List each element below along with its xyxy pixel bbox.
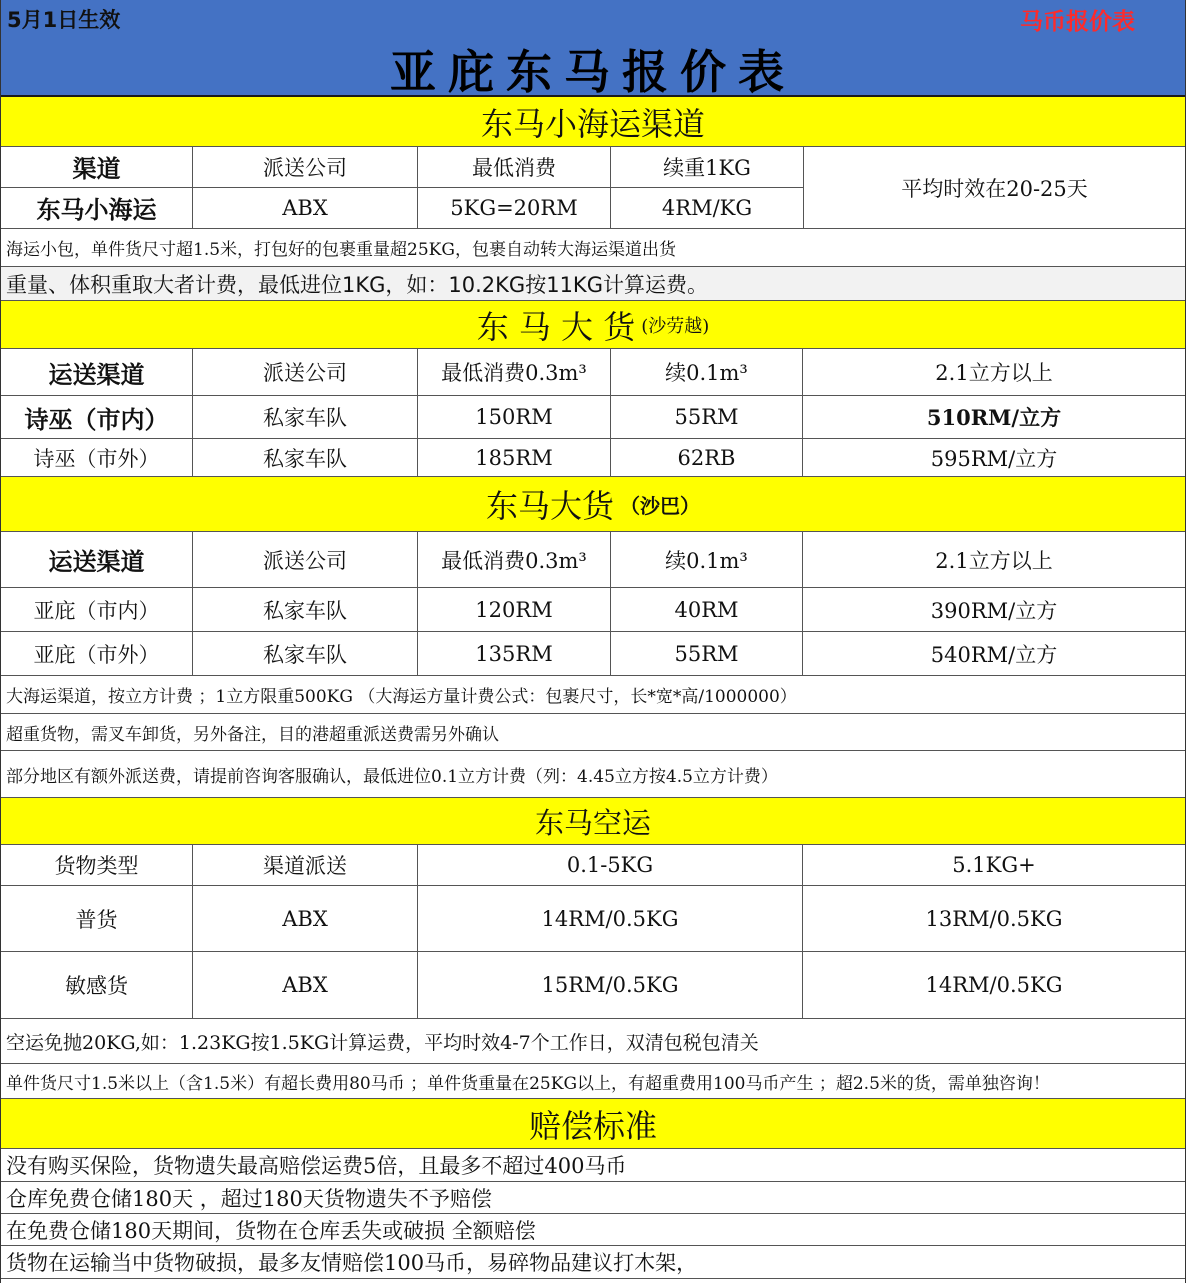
note-row: 部分地区有额外派送费，请提前咨询客服确认，最低进位0.1立方计费（列：4.45立方按4.5立方计费） — [1, 751, 1185, 798]
table-cell: 510RM/立方 — [926, 405, 1062, 430]
header-cell: 派送公司 — [193, 532, 418, 587]
section-subtitle: （沙巴） — [620, 493, 700, 518]
header-cell: 最低消费0.3m³ — [418, 532, 611, 587]
table-cell: 15RM/0.5KG — [418, 952, 803, 1018]
table-cell: 185RM — [418, 439, 611, 476]
table-cell: 普货 — [1, 886, 193, 951]
currency-tag: 马币报价表 — [1020, 9, 1135, 35]
header-cell: 续0.1m³ — [611, 532, 803, 587]
section-compensation-title — [1, 1099, 1185, 1149]
list-item: 没有购买保险，货物遗失最高赔偿运费5倍，且最多不超过400马币 — [1, 1149, 1185, 1182]
table-cell: ABX — [193, 952, 418, 1018]
small-sea-header-row — [1, 147, 803, 188]
table-cell: ABX — [193, 188, 418, 229]
header-cell: 0.1-5KG — [418, 845, 803, 885]
table-row — [1, 396, 1185, 439]
table-cell: 150RM — [418, 396, 611, 438]
table-cell: 亚庇（市内） — [1, 588, 193, 631]
table-cell: 13RM/0.5KG — [925, 906, 1063, 931]
header-cell: 最低消费 — [418, 147, 611, 187]
section-title: 东马大货 — [485, 487, 614, 525]
header-cell: 货物类型 — [1, 845, 193, 885]
table-cell: 私家车队 — [193, 439, 418, 476]
table-row — [1, 439, 1185, 477]
table-cell: 120RM — [418, 588, 611, 631]
table-cell: 诗巫（市外） — [1, 439, 193, 476]
table-cell: 14RM/0.5KG — [418, 886, 803, 951]
header-cell: 续0.1m³ — [611, 349, 803, 395]
header-cell: 最低消费0.3m³ — [418, 349, 611, 395]
header-cell: 2.1立方以上 — [935, 361, 1053, 385]
table-cell: ABX — [193, 886, 418, 951]
table-cell: 诗巫（市内） — [1, 396, 193, 438]
note-row: 大海运渠道，按立方计费 ；1立方限重500KG （大海运方量计费公式：包裹尺寸，长*宽*高/1000000） — [1, 676, 1185, 714]
small-sea-grid — [1, 147, 803, 228]
small-sea-data-row — [1, 188, 803, 229]
note-row: 超重货物，需叉车卸货，另外备注，目的港超重派送费需另外确认 — [1, 714, 1185, 751]
header-cell: 运送渠道 — [1, 532, 193, 587]
sheet-header — [1, 0, 1185, 97]
section-title: 东马小海运渠道 — [480, 104, 705, 143]
table-cell: 私家车队 — [193, 396, 418, 438]
header-cell: 5.1KG+ — [952, 853, 1036, 877]
header-cell: 渠道派送 — [193, 845, 418, 885]
table-cell: 595RM/立方 — [930, 446, 1058, 471]
section-subtitle: (沙劳越) — [641, 315, 710, 337]
table-cell: 4RM/KG — [661, 195, 753, 220]
header-cell: 派送公司 — [193, 349, 418, 395]
table-cell: 62RB — [611, 439, 803, 476]
table-cell: 东马小海运 — [1, 188, 193, 229]
sabah-header-row — [1, 532, 1185, 588]
table-row — [1, 588, 1185, 632]
list-item: 仓库免费仓储180天 ，超过180天货物遗失不予赔偿 — [1, 1182, 1185, 1214]
avg-time-cell: 平均时效在20-25天 — [803, 147, 1185, 228]
note-row: 空运免抛20KG,如：1.23KG按1.5KG计算运费，平均时效4-7个工作日，双清包税包清关 — [1, 1019, 1185, 1064]
table-row — [1, 632, 1185, 676]
table-cell: 540RM/立方 — [930, 642, 1058, 667]
section-title: 东马空运 — [534, 805, 651, 840]
table-cell: 55RM — [611, 396, 803, 438]
table-cell: 14RM/0.5KG — [925, 973, 1063, 997]
table-row — [1, 952, 1185, 1019]
note-row: 重量、体积重取大者计费，最低进位1KG，如：10.2KG按11KG计算运费。 — [1, 267, 1185, 301]
table-cell: 私家车队 — [193, 632, 418, 675]
section-title: 赔偿标准 — [528, 1106, 657, 1145]
note-row: 海运小包，单件货尺寸超1.5米，打包好的包裹重量超25KG，包裹自动转大海运渠道出货 — [1, 229, 1185, 267]
section-small-sea-title — [1, 97, 1185, 147]
table-cell: 40RM — [611, 588, 803, 631]
header-cell: 派送公司 — [193, 147, 418, 187]
section-air-title — [1, 798, 1185, 845]
table-row — [1, 886, 1185, 952]
list-item: 货物在运输当中货物破损，最多友情赔偿100马币，易碎物品建议打木架， — [1, 1246, 1185, 1279]
note-row: 单件货尺寸1.5米以上（含1.5米）有超长费用80马币 ；单件货重量在25KG以上，有超重费用100马币产生 ；超2.5米的货，需单独咨询！ — [1, 1064, 1185, 1099]
section-sarawak-title — [1, 301, 1185, 349]
header-cell: 运送渠道 — [1, 349, 193, 395]
header-cell: 渠道 — [1, 147, 193, 187]
table-cell: 135RM — [418, 632, 611, 675]
header-cell: 2.1立方以上 — [935, 548, 1053, 573]
sarawak-header-row — [1, 349, 1185, 396]
table-cell: 55RM — [611, 632, 803, 675]
table-cell: 私家车队 — [193, 588, 418, 631]
table-cell: 5KG=20RM — [418, 188, 611, 229]
section-sabah-title — [1, 477, 1185, 532]
table-cell: 敏感货 — [1, 952, 193, 1018]
section-title: 东 马 大 货 — [476, 307, 636, 346]
effective-date: 5月1日生效 — [7, 8, 121, 32]
air-header-row — [1, 845, 1185, 886]
page-title: 亚庇东马报价表 — [390, 45, 796, 99]
table-cell: 亚庇（市外） — [1, 632, 193, 675]
list-item: 在免费仓储180天期间，货物在仓库丢失或破损 全额赔偿 — [1, 1214, 1185, 1246]
small-sea-table — [1, 147, 1185, 229]
table-cell: 390RM/立方 — [930, 598, 1058, 623]
header-cell: 续重1KG — [663, 155, 751, 180]
